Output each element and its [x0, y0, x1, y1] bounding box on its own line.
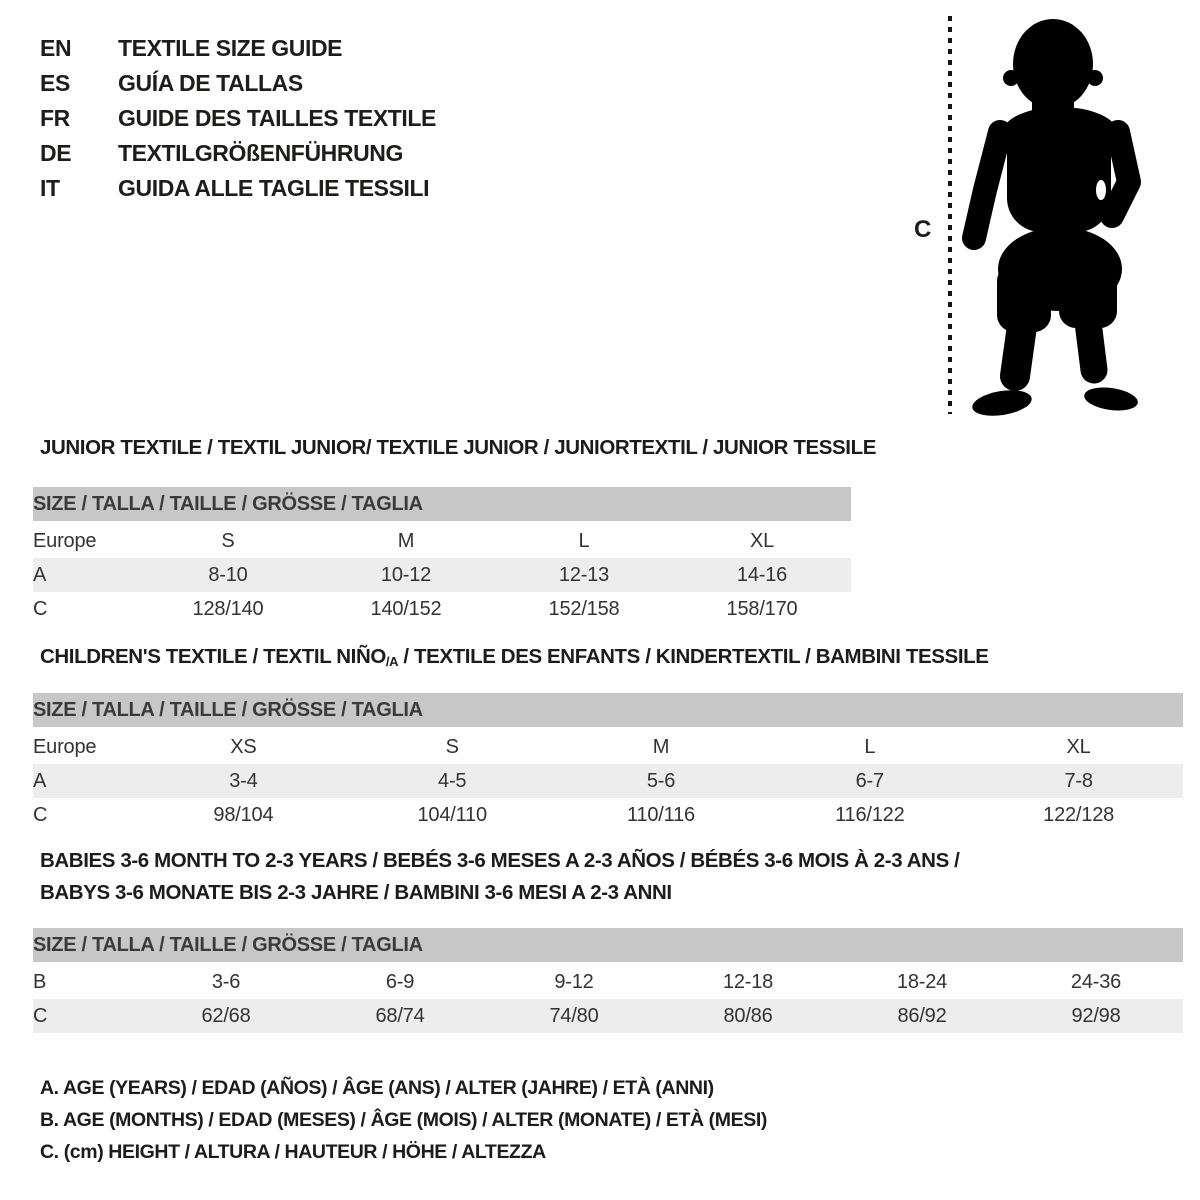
value-cell: 98/104: [213, 803, 274, 826]
value-cell: 24-36: [1070, 970, 1122, 993]
lang-code: EN: [40, 35, 72, 61]
children-size-table: [33, 693, 1183, 832]
measurement-legend: [40, 1072, 767, 1168]
value-cell: 12-18: [722, 970, 774, 993]
guide-title-es: GUÍA DE TALLAS: [118, 70, 303, 96]
legend-age-years: A. AGE (YEARS) / EDAD (AÑOS) / ÂGE (ANS) / ALTER (JAHRE) / ETÀ (ANNI): [40, 1077, 714, 1099]
size-band-header: SIZE / TALLA / TAILLE / GRÖSSE / TAGLIA: [33, 928, 1183, 964]
value-cell: XS: [230, 735, 257, 758]
lang-code: IT: [40, 175, 60, 201]
value-cell: 74/80: [487, 999, 661, 1033]
value-cell: 104/110: [417, 803, 487, 826]
table-row: [33, 729, 1183, 765]
value-cell: 128/140: [192, 597, 264, 620]
value-cell: 68/74: [313, 999, 487, 1033]
toddler-silhouette: [960, 14, 1145, 418]
table-row: [33, 798, 1183, 832]
value-cell: 6-9: [385, 970, 415, 993]
table-row: [33, 558, 851, 592]
value-cell: 62/68: [139, 999, 313, 1033]
value-cell: 158/170: [726, 597, 798, 620]
value-cell: M: [397, 529, 415, 552]
lang-row-it: [40, 171, 436, 206]
value-cell: L: [578, 529, 590, 552]
value-cell: 12-13: [495, 558, 673, 592]
babies-heading-line1: BABIES 3-6 MONTH TO 2-3 YEARS / BEBÉS 3-6 MESES A 2-3 AÑOS / BÉBÉS 3-6 MOIS À 2-3 ANS /: [40, 849, 960, 872]
guide-title-de: TEXTILGRÖßENFÜHRUNG: [118, 140, 403, 166]
row-label-cell: A: [33, 558, 139, 592]
children-heading-main: CHILDREN'S TEXTILE / TEXTIL NIÑO: [40, 645, 386, 668]
row-label-cell: B: [33, 970, 47, 993]
value-cell: 86/92: [835, 999, 1009, 1033]
value-cell: 18-24: [896, 970, 948, 993]
junior-section-heading: JUNIOR TEXTILE / TEXTIL JUNIOR/ TEXTILE JUNIOR / JUNIORTEXTIL / JUNIOR TESSILE: [40, 436, 876, 459]
table-row: [33, 964, 1183, 1000]
value-cell: 80/86: [661, 999, 835, 1033]
value-cell: 4-5: [348, 764, 557, 798]
guide-title-it: GUIDA ALLE TAGLIE TESSILI: [118, 175, 430, 201]
row-label-cell: C: [33, 597, 48, 620]
babies-section-heading: [40, 845, 959, 909]
size-band-header: SIZE / TALLA / TAILLE / GRÖSSE / TAGLIA: [33, 693, 1183, 729]
guide-title-en: TEXTILE SIZE GUIDE: [118, 35, 343, 61]
children-section-heading: [40, 645, 989, 674]
value-cell: S: [445, 735, 459, 758]
value-cell: 6-7: [765, 764, 974, 798]
value-cell: 8-10: [139, 558, 317, 592]
value-cell: XL: [749, 529, 775, 552]
value-cell: 3-4: [139, 764, 348, 798]
value-cell: 9-12: [554, 970, 594, 993]
lang-row-en: [40, 31, 436, 66]
row-label-cell: A: [33, 764, 139, 798]
lang-row-fr: [40, 101, 436, 136]
children-heading-sub: /A: [385, 654, 399, 669]
language-title-list: [40, 31, 436, 206]
value-cell: 7-8: [974, 764, 1183, 798]
value-cell: 10-12: [317, 558, 495, 592]
table-row: [33, 523, 851, 559]
size-band-header: SIZE / TALLA / TAILLE / GRÖSSE / TAGLIA: [33, 487, 851, 523]
table-row: [33, 592, 851, 626]
junior-size-table: [33, 487, 851, 626]
legend-age-months: B. AGE (MONTHS) / EDAD (MESES) / ÂGE (MOIS) / ALTER (MONATE) / ETÀ (MESI): [40, 1109, 767, 1131]
lang-code: ES: [40, 70, 70, 96]
row-label-cell: C: [33, 999, 139, 1033]
legend-height-cm: C. (cm) HEIGHT / ALTURA / HAUTEUR / HÖHE / ALTEZZA: [40, 1141, 546, 1163]
table-row: [33, 999, 1183, 1033]
row-label-cell: C: [33, 803, 48, 826]
children-heading-rest: / TEXTILE DES ENFANTS / KINDERTEXTIL / BAMBINI TESSILE: [398, 645, 989, 668]
height-measure-dashed-line: [948, 16, 952, 414]
row-label-cell: Europe: [33, 735, 97, 758]
lang-code: DE: [40, 140, 72, 166]
value-cell: S: [221, 529, 235, 552]
size-band-row: [33, 928, 1183, 964]
size-band-row: [33, 487, 851, 523]
value-cell: 152/158: [548, 597, 620, 620]
value-cell: 92/98: [1009, 999, 1183, 1033]
value-cell: 5-6: [557, 764, 766, 798]
value-cell: 140/152: [370, 597, 442, 620]
row-label-cell: Europe: [33, 529, 97, 552]
value-cell: 122/128: [1043, 803, 1115, 826]
size-band-row: [33, 693, 1183, 729]
height-measure-label: C: [914, 216, 932, 243]
lang-row-es: [40, 66, 436, 101]
guide-title-fr: GUIDE DES TAILLES TEXTILE: [118, 105, 436, 131]
table-row: [33, 764, 1183, 798]
lang-code: FR: [40, 105, 70, 131]
babies-size-table: [33, 928, 1183, 1033]
value-cell: 116/122: [835, 803, 905, 826]
value-cell: 14-16: [673, 558, 851, 592]
value-cell: L: [864, 735, 876, 758]
value-cell: 110/116: [627, 803, 695, 826]
babies-heading-line2: BABYS 3-6 MONATE BIS 2-3 JAHRE / BAMBINI 3-6 MESI A 2-3 ANNI: [40, 881, 672, 904]
lang-row-de: [40, 136, 436, 171]
value-cell: 3-6: [211, 970, 241, 993]
value-cell: M: [652, 735, 670, 758]
value-cell: XL: [1066, 735, 1091, 758]
